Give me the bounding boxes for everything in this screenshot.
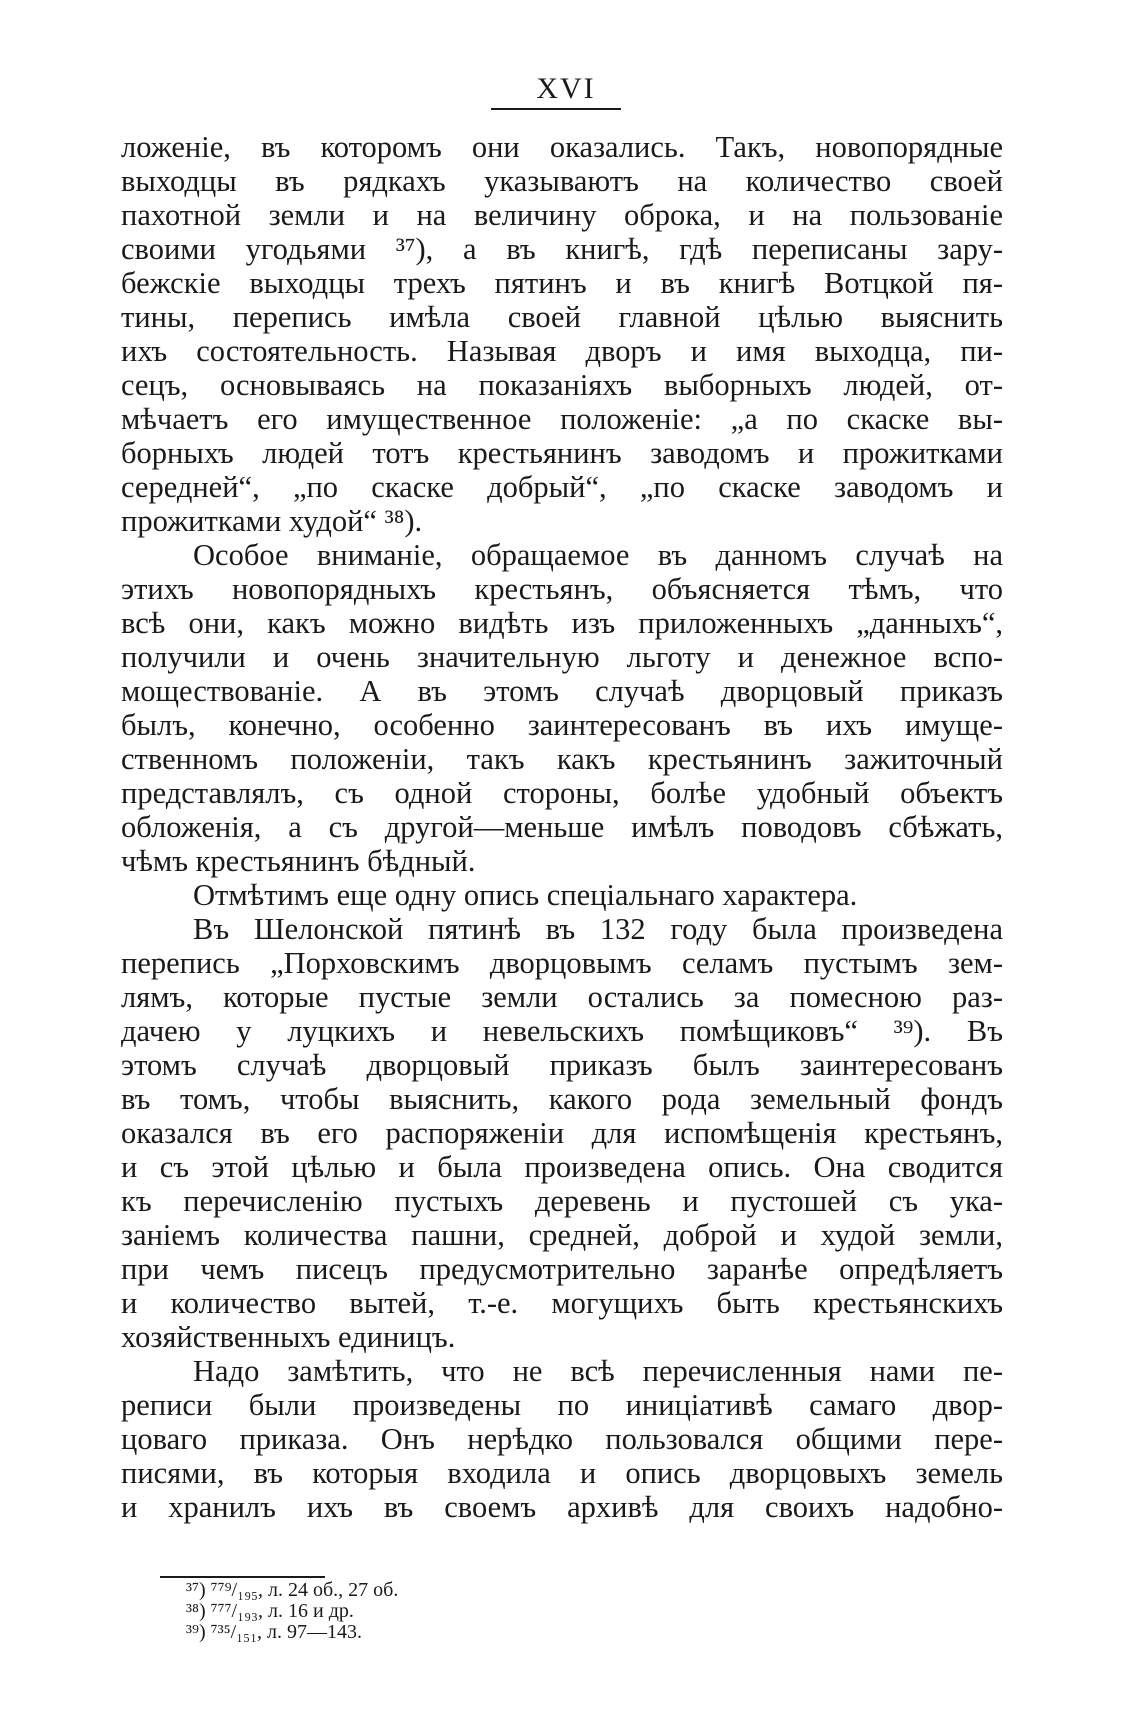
text-line: дачею у луцкихъ и невельскихъ помѣщиковъ“ ³⁹). Въ <box>121 1014 1003 1048</box>
footnote: ³⁸) ⁷⁷⁷/₁₉₃, л. 16 и др. <box>186 1600 354 1622</box>
text-line: и хранилъ ихъ въ своемъ архивѣ для своихъ надобно- <box>121 1490 1003 1524</box>
footnotes <box>186 1580 786 1643</box>
text-line: Отмѣтимъ еще одну опись спеціальнаго характера. <box>193 878 858 912</box>
text-line: ложеніе, въ которомъ они оказались. Такъ, новопорядные <box>121 130 1003 164</box>
text-line: представлялъ, съ одной стороны, болѣе удобный объектъ <box>121 776 1003 810</box>
text-line: при чемъ писецъ предусмотрительно заранѣе опредѣляетъ <box>121 1252 1003 1286</box>
text-line: всѣ они, какъ можно видѣть изъ приложенныхъ „данныхъ“, <box>121 606 1003 640</box>
text-line: этомъ случаѣ дворцовый приказъ былъ заинтересованъ <box>121 1048 1003 1082</box>
text-line: заніемъ количества пашни, средней, доброй и худой земли, <box>121 1218 1003 1252</box>
text-line: перепись „Порховскимъ дворцовымъ селамъ пустымъ зем- <box>121 946 1003 980</box>
text-line: писями, въ которыя входила и опись дворцовыхъ земель <box>121 1456 1003 1490</box>
text-line: сецъ, основываясь на показаніяхъ выборныхъ людей, от- <box>121 368 1003 402</box>
text-line: тины, перепись имѣла своей главной цѣлью выяснить <box>121 300 1003 334</box>
text-line: получили и очень значительную льготу и денежное вспо- <box>121 640 1003 674</box>
text-line: хозяйственныхъ единицъ. <box>121 1320 456 1354</box>
text-line: оказался въ его распоряженіи для испомѣщенія крестьянъ, <box>121 1116 1003 1150</box>
text-line: Въ Шелонской пятинѣ въ 132 году была произведена <box>193 912 1003 946</box>
text-line: Особое вниманіе, обращаемое въ данномъ случаѣ на <box>193 538 1003 572</box>
text-line: своими угодьями ³⁷), а въ книгѣ, гдѣ переписаны зару- <box>121 232 1003 266</box>
text-line: цоваго приказа. Онъ нерѣдко пользовался общими пере- <box>121 1422 1003 1456</box>
text-line: этихъ новопорядныхъ крестьянъ, объясняется тѣмъ, что <box>121 572 1003 606</box>
page-number-rule <box>491 108 621 110</box>
text-line: къ перечисленію пустыхъ деревень и пустошей съ ука- <box>121 1184 1003 1218</box>
text-line: прожитками худой“ ³⁸). <box>121 504 423 538</box>
text-line: ственномъ положеніи, такъ какъ крестьянинъ зажиточный <box>121 742 1003 776</box>
body-text <box>121 130 1003 1524</box>
footnote: ³⁹) ⁷³⁵/₁₅₁, л. 97—143. <box>186 1621 363 1643</box>
text-line: борныхъ людей тотъ крестьянинъ заводомъ и прожитками <box>121 436 1003 470</box>
text-line: выходцы въ рядкахъ указываютъ на количество своей <box>121 164 1003 198</box>
text-line: середней“, „по скаске добрый“, „по скаске заводомъ и <box>121 470 1003 504</box>
page-number: XVI <box>536 72 596 105</box>
text-line: обложенія, а съ другой—меньше имѣлъ поводовъ сбѣжать, <box>121 810 1003 844</box>
footnote-rule <box>160 1576 325 1578</box>
text-line: лямъ, которые пустые земли остались за помесною раз- <box>121 980 1003 1014</box>
text-line: въ томъ, чтобы выяснить, какого рода земельный фондъ <box>121 1082 1003 1116</box>
text-line: моществованіе. А въ этомъ случаѣ дворцовый приказъ <box>121 674 1003 708</box>
text-line: и количество вытей, т.-е. могущихъ быть крестьянскихъ <box>121 1286 1003 1320</box>
text-line: мѣчаетъ его имущественное положеніе: „а по скаске вы- <box>121 402 1003 436</box>
text-line: чѣмъ крестьянинъ бѣдный. <box>121 844 476 878</box>
text-line: пахотной земли и на величину оброка, и на пользованіе <box>121 198 1003 232</box>
text-line: ихъ состоятельность. Называя дворъ и имя выходца, пи- <box>121 334 1003 368</box>
text-line: и съ этой цѣлью и была произведена опись. Она сводится <box>121 1150 1003 1184</box>
footnote: ³⁷) ⁷⁷⁹/₁₉₅, л. 24 об., 27 об. <box>186 1579 399 1601</box>
text-line: бежскіе выходцы трехъ пятинъ и въ книгѣ Вотцкой пя- <box>121 266 1003 300</box>
text-line: реписи были произведены по иниціативѣ самаго двор- <box>121 1388 1003 1422</box>
text-line: былъ, конечно, особенно заинтересованъ въ ихъ имуще- <box>121 708 1003 742</box>
text-line: Надо замѣтить, что не всѣ перечисленныя нами пе- <box>193 1354 1003 1388</box>
